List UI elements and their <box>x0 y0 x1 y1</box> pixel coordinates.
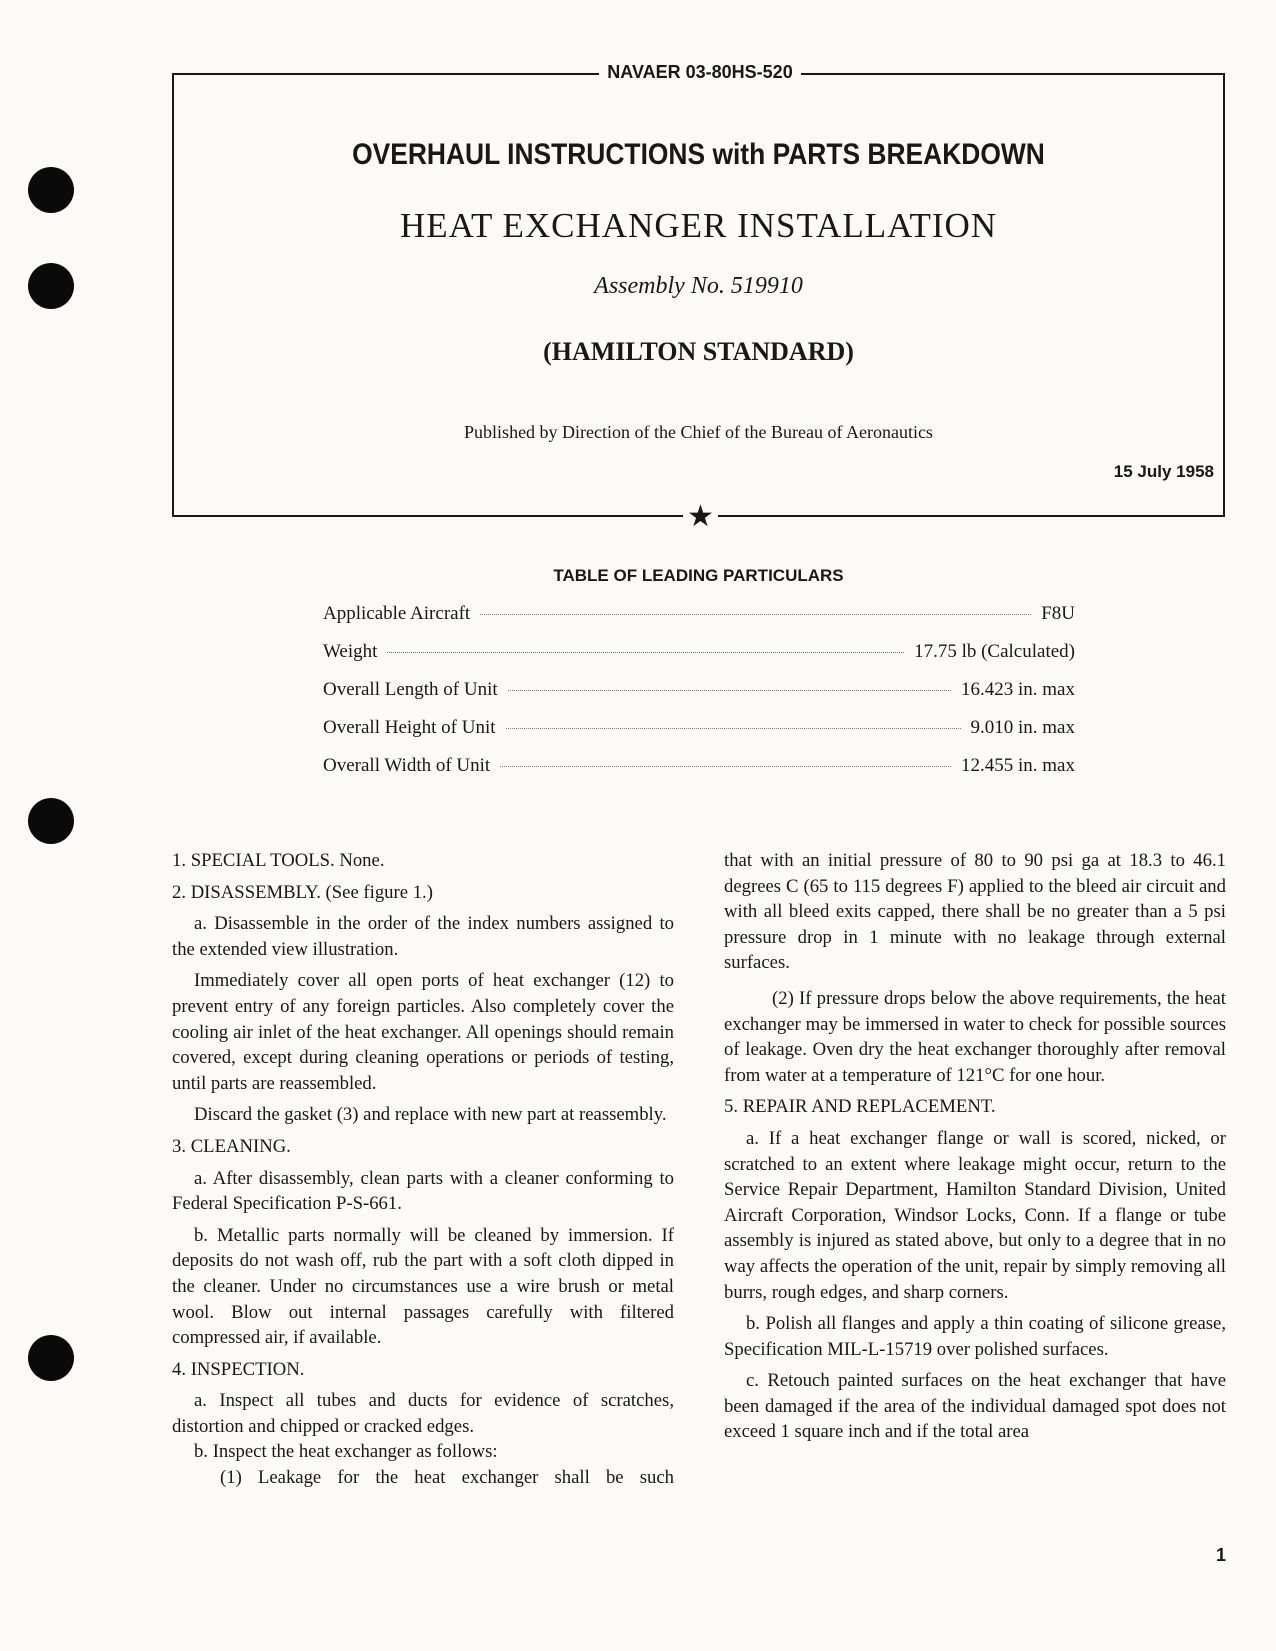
leader-dots <box>480 614 1031 615</box>
section-heading: 1. SPECIAL TOOLS. None. <box>172 850 385 871</box>
subject-title: HEAT EXCHANGER INSTALLATION <box>399 206 998 245</box>
row-label: Overall Width of Unit <box>323 755 491 776</box>
binder-hole <box>28 1335 74 1381</box>
row-value: 12.455 in. max <box>961 755 1075 776</box>
section-heading: 2. DISASSEMBLY. (See figure 1.) <box>172 881 433 903</box>
binder-hole <box>28 167 74 213</box>
publication-date: 15 July 1958 <box>1113 462 1214 481</box>
doc-number-text: NAVAER 03-80HS-520 <box>599 62 800 82</box>
row-label: Overall Height of Unit <box>323 717 496 738</box>
paragraph: a. After disassembly, clean parts with a cleaner conforming to Federal Specification P-S-661. <box>172 1167 674 1215</box>
doc-title: OVERHAUL INSTRUCTIONS with PARTS BREAKDOWN <box>352 138 1045 171</box>
doc-number <box>0 62 1276 83</box>
section-heading: 3. CLEANING. <box>172 1135 291 1157</box>
particulars-row <box>323 717 1075 739</box>
paragraph: b. Polish all flanges and apply a thin coating of silicone grease, Specification MIL-L-15719 over polished surfaces. <box>724 1313 1226 1360</box>
paragraph: that with an initial pressure of 80 to 90 psi ga at 18.3 to 46.1 degrees C (65 to 115 degrees F) applied to the bleed air circuit and with all bleed exits capped, there shall be no greater than a 5 psi pressure drop in 1 minute with no leakage through external surfaces. <box>724 850 1226 974</box>
leader-dots <box>387 652 904 653</box>
paragraph: b. Metallic parts normally will be cleaned by immersion. If deposits do not wash off, rub the part with a soft cloth dipped in the cleaner. Under no circumstances use a wire brush or metal wool. Blow out internal passages carefully with filtered compressed air, if available. <box>172 1224 674 1349</box>
paragraph: (2) If pressure drops below the above requirements, the heat exchanger may be immersed in water to check for possible sources of leakage. Oven dry the heat exchanger thoroughly after removal from water at a temperature of 121°C for one hour. <box>724 987 1226 1086</box>
paragraph: a. Disassemble in the order of the index numbers assigned to the extended view illustration. <box>172 913 674 960</box>
right-column <box>724 848 1226 1451</box>
paragraph: Immediately cover all open ports of heat exchanger (12) to prevent entry of any foreign particles. Also completely cover the cooling air inlet of the heat exchanger. All openings should remain covered, except during cleaning operations or periods of testing, until parts are reassembled. <box>172 970 674 1094</box>
left-column <box>172 848 674 1497</box>
paragraph: a. If a heat exchanger flange or wall is scored, nicked, or scratched to an extent where leakage might occur, return to the Service Repair Department, Hamilton Standard Division, United Aircraft Corporation, Windsor Locks, Conn. If a flange or tube assembly is injured as stated above, but only to a degree that in no way affects the operation of the unit, repair by simply removing all burrs, rough edges, and sharp corners. <box>724 1127 1226 1303</box>
assembly-number: Assembly No. 519910 <box>594 273 803 299</box>
paragraph: (1) Leakage for the heat exchanger shall be such <box>220 1467 674 1489</box>
section-heading: 5. REPAIR AND REPLACEMENT. <box>724 1096 996 1118</box>
row-label: Overall Length of Unit <box>323 679 498 700</box>
row-value: 17.75 lb (Calculated) <box>914 641 1075 662</box>
paragraph: b. Inspect the heat exchanger as follows: <box>194 1441 498 1463</box>
row-value: 9.010 in. max <box>970 717 1075 738</box>
leader-dots <box>508 690 951 691</box>
page-number: 1 <box>1215 1545 1226 1565</box>
particulars-row <box>323 679 1075 701</box>
binder-hole <box>28 263 74 309</box>
particulars-row <box>323 755 1075 777</box>
manufacturer: (HAMILTON STANDARD) <box>543 337 854 366</box>
publisher-line: Published by Direction of the Chief of the Bureau of Aeronautics <box>464 422 933 442</box>
particulars-title: TABLE OF LEADING PARTICULARS <box>553 566 844 585</box>
row-value: 16.423 in. max <box>961 679 1075 700</box>
section-heading: 4. INSPECTION. <box>172 1358 305 1380</box>
leader-dots <box>506 728 961 729</box>
row-label: Weight <box>323 641 378 662</box>
row-label: Applicable Aircraft <box>323 603 471 624</box>
row-value: F8U <box>1041 603 1075 624</box>
paragraph: Discard the gasket (3) and replace with new part at reassembly. <box>194 1104 667 1126</box>
paragraph: c. Retouch painted surfaces on the heat exchanger that have been damaged if the area of the individual damaged spot does not exceed 1 square inch and if the total area <box>724 1370 1226 1443</box>
star-icon: ★ <box>683 500 718 534</box>
particulars-row <box>323 603 1075 625</box>
binder-hole <box>28 798 74 844</box>
particulars-row <box>323 641 1075 663</box>
leader-dots <box>500 766 951 767</box>
paragraph: a. Inspect all tubes and ducts for evidence of scratches, distortion and chipped or cracked edges. <box>172 1390 674 1437</box>
